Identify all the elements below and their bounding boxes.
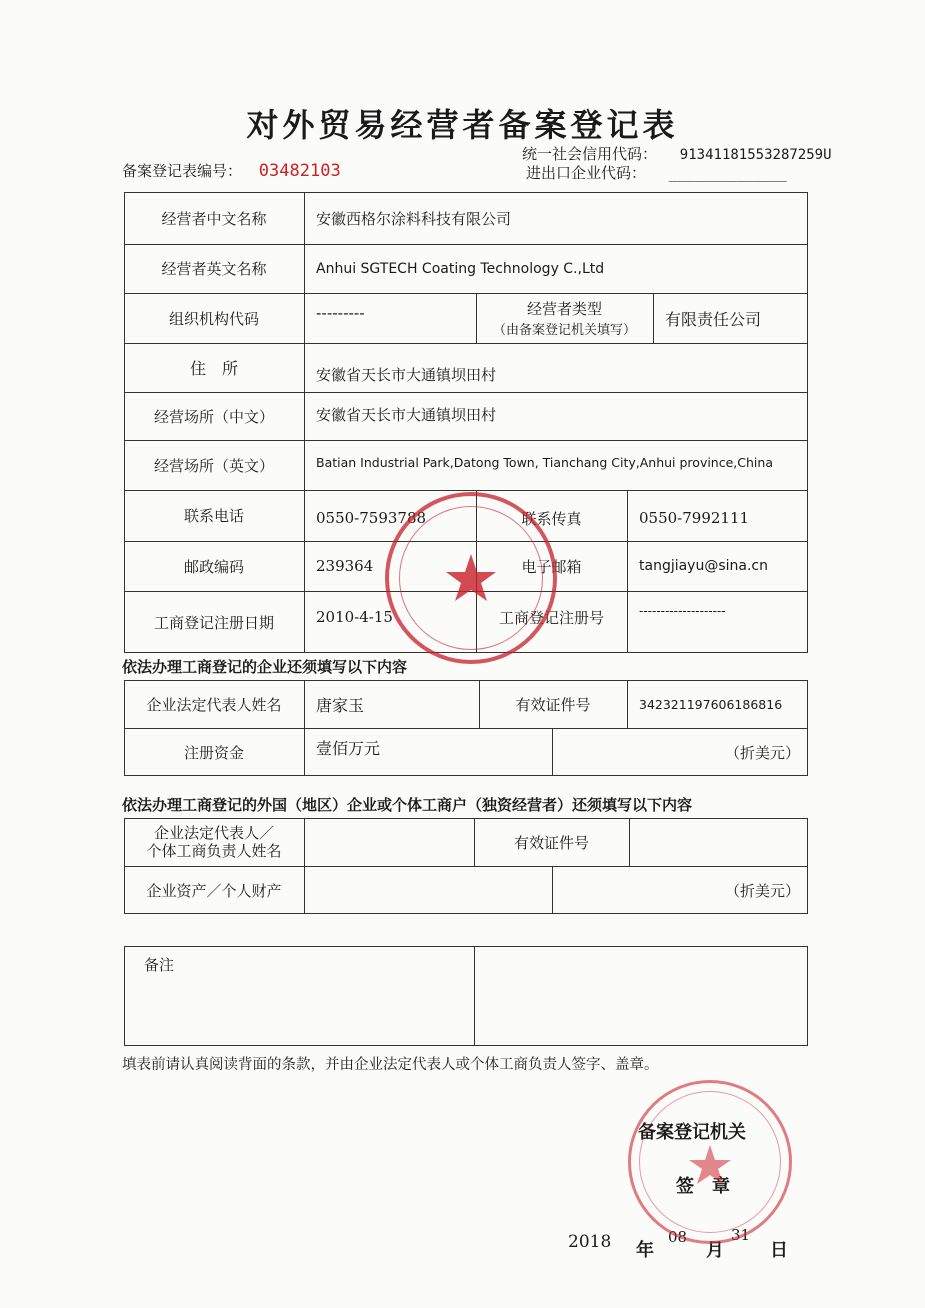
date-day: 31 [731, 1226, 751, 1244]
authority-label: 备案登记机关 [638, 1122, 746, 1143]
foreign-rep-label-line1: 企业法定代表人／ [153, 824, 274, 842]
place-en: Batian Industrial Park,Datong Town, Tianchang City,Anhui province,China [316, 454, 773, 470]
reg-no: -------------------- [639, 604, 726, 618]
authority-seal [628, 1080, 792, 1244]
place-cn: 安徽省天长市大通镇坝田村 [316, 405, 497, 424]
capital-label: 注册资金 [183, 743, 244, 762]
capital: 壹佰万元 [316, 738, 381, 758]
phone-label: 联系电话 [183, 507, 244, 525]
cn-name: 安徽西格尔涂料科技有限公司 [316, 209, 512, 228]
reg-date-label: 工商登记注册日期 [153, 613, 274, 632]
form-no-label: 备案登记表编号： [122, 162, 243, 180]
legal-rep: 唐家玉 [316, 695, 365, 715]
email: tangjiayu@sina.cn [639, 558, 769, 574]
form-no-row [122, 160, 341, 181]
page-title: 对外贸易经营者备案登记表 [246, 106, 679, 144]
section-note-foreign: 依法办理工商登记的外国（地区）企业或个体工商户（独资经营者）还须填写以下内容 [122, 796, 693, 814]
date-day-unit: 日 [770, 1240, 788, 1261]
org-code-label: 组织机构代码 [168, 309, 259, 328]
assets-usd: （折美元） [724, 881, 800, 900]
fax-label: 联系传真 [521, 509, 582, 528]
form-no: 03482103 [258, 161, 341, 181]
en-name-label: 经营者英文名称 [161, 260, 267, 278]
section-note-domestic: 依法办理工商登记的企业还须填写以下内容 [122, 658, 408, 676]
capital-usd: （折美元） [724, 743, 800, 762]
date-month: 08 [668, 1228, 688, 1246]
en-name: Anhui SGTECH Coating Technology C.,Ltd [316, 260, 605, 277]
address-label: 住 所 [189, 359, 238, 378]
company-seal [385, 492, 557, 664]
postcode: 239364 [316, 557, 374, 575]
remark-label: 备注 [144, 955, 175, 974]
operator-type-label-line1: 经营者类型 [526, 300, 602, 318]
assets-label: 企业资产／个人财产 [146, 881, 282, 900]
phone: 0550-7593788 [316, 509, 427, 527]
company-seal-star-icon [389, 496, 553, 660]
authority-seal-star-icon [631, 1083, 789, 1241]
footer-note: 填表前请认真阅读背面的条款，并由企业法定代表人或个体工商负责人签字、盖章。 [122, 1057, 659, 1073]
foreign-rep-label-line2: 个体工商负责人姓名 [146, 842, 282, 860]
operator-type: 有限责任公司 [665, 309, 762, 329]
reg-no-label: 工商登记注册号 [498, 608, 604, 627]
place-en-label: 经营场所（英文） [153, 456, 274, 475]
date-year-unit: 年 [636, 1240, 654, 1261]
legal-rep-id: 342321197606186816 [639, 696, 783, 712]
address: 安徽省天长市大通镇坝田村 [316, 365, 497, 384]
place-cn-label: 经营场所（中文） [153, 407, 274, 426]
seal-label: 签 章 [676, 1176, 730, 1197]
reg-date: 2010-4-15 [316, 608, 393, 626]
operator-type-label-line2: （由备案登记机关填写） [492, 323, 636, 338]
legal-rep-label: 企业法定代表人姓名 [146, 695, 282, 714]
org-code: --------- [316, 304, 365, 322]
credit-code-row [522, 143, 832, 164]
ie-code-label: 进出口企业代码： [526, 164, 647, 182]
credit-code-label: 统一社会信用代码： [522, 145, 658, 163]
postcode-label: 邮政编码 [183, 557, 244, 576]
ie-code: ______________ [668, 166, 787, 182]
date-year: 2018 [568, 1232, 612, 1252]
foreign-rep-label [124, 818, 304, 866]
ie-code-row [526, 162, 787, 183]
email-label: 电子邮箱 [521, 557, 582, 576]
fax: 0550-7992111 [639, 509, 750, 527]
cn-name-label: 经营者中文名称 [161, 209, 267, 228]
credit-code: 91341181553287259U [679, 147, 832, 163]
legal-rep-id-label: 有效证件号 [515, 695, 591, 714]
date-month-unit: 月 [706, 1240, 724, 1261]
operator-type-label [476, 293, 653, 343]
foreign-id-label: 有效证件号 [513, 833, 589, 852]
